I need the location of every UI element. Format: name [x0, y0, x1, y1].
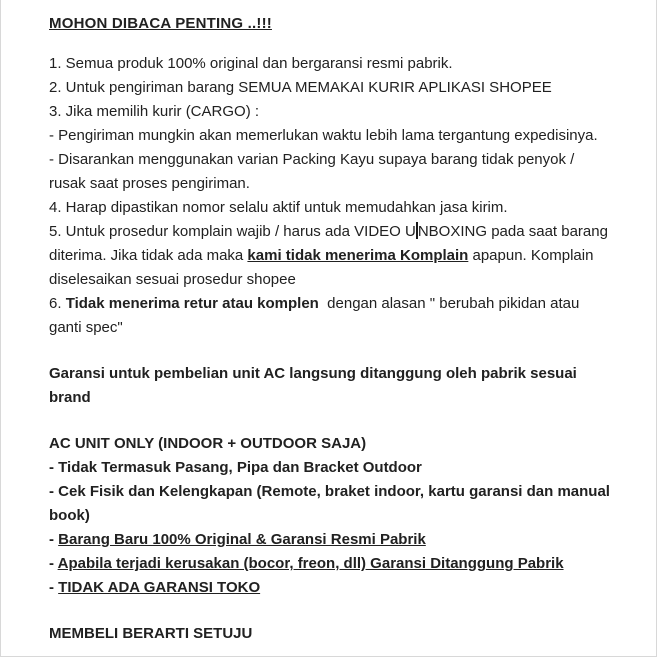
warranty-note: Garansi untuk pembelian unit AC langsung ditanggung oleh pabrik sesuai brand	[49, 365, 582, 406]
rule-2: 2. Untuk pengiriman barang SEMUA MEMAKAI KURIR APLIKASI SHOPEE	[49, 79, 552, 96]
rule-6: 6. Tidak menerima retur atau komplen dengan alasan " berubah pikidan atau ganti spec"	[49, 295, 584, 336]
blank-line	[49, 36, 612, 52]
ac-unit-item-2: - Cek Fisik dan Kelengkapan (Remote, braket indoor, kartu garansi dan manual book)	[49, 483, 615, 524]
ac-unit-item-3: - Barang Baru 100% Original & Garansi Resmi Pabrik	[49, 531, 426, 548]
rule-1: 1. Semua produk 100% original dan bergaransi resmi pabrik.	[49, 55, 453, 72]
ac-unit-item-4: - Apabila terjadi kerusakan (bocor, freon, dll) Garansi Ditanggung Pabrik	[49, 555, 564, 572]
rule-5: 5. Untuk prosedur komplain wajib / harus ada VIDEO U NBOXING pada saat barang diterima. Jika tidak ada maka kami tidak menerima Komplain apapun. Komplain diselesaikan sesuai prosedur shopee	[49, 223, 613, 288]
ac-unit-item-1: - Tidak Termasuk Pasang, Pipa dan Bracket Outdoor	[49, 459, 422, 476]
rule-4: 4. Harap dipastikan nomor selalu aktif untuk memudahkan jasa kirim.	[49, 199, 508, 216]
blank-line	[49, 600, 612, 622]
ac-unit-item-5: - TIDAK ADA GARANSI TOKO	[49, 579, 261, 596]
description-text-area[interactable]	[1, 0, 656, 646]
no-complaint-emphasis: kami tidak menerima Komplain	[247, 247, 469, 264]
notice-heading	[49, 12, 612, 36]
ac-unit-title: AC UNIT ONLY (INDOOR + OUTDOOR SAJA)	[49, 435, 367, 452]
notice-heading-text: MOHON DIBACA PENTING ..!!!	[49, 15, 272, 32]
blank-line	[49, 340, 612, 362]
blank-line	[49, 410, 612, 432]
rule-3: 3. Jika memilih kurir (CARGO) :	[49, 103, 260, 120]
rule-3-sub-1: - Pengiriman mungkin akan memerlukan waktu lebih lama tergantung expedisinya.	[49, 127, 598, 144]
rule-3-sub-2: - Disarankan menggunakan varian Packing Kayu supaya barang tidak penyok / rusak saat proses pengiriman.	[49, 151, 579, 192]
no-return-emphasis: Tidak menerima retur atau komplen	[65, 295, 319, 312]
footer-note: MEMBELI BERARTI SETUJU	[49, 625, 253, 642]
